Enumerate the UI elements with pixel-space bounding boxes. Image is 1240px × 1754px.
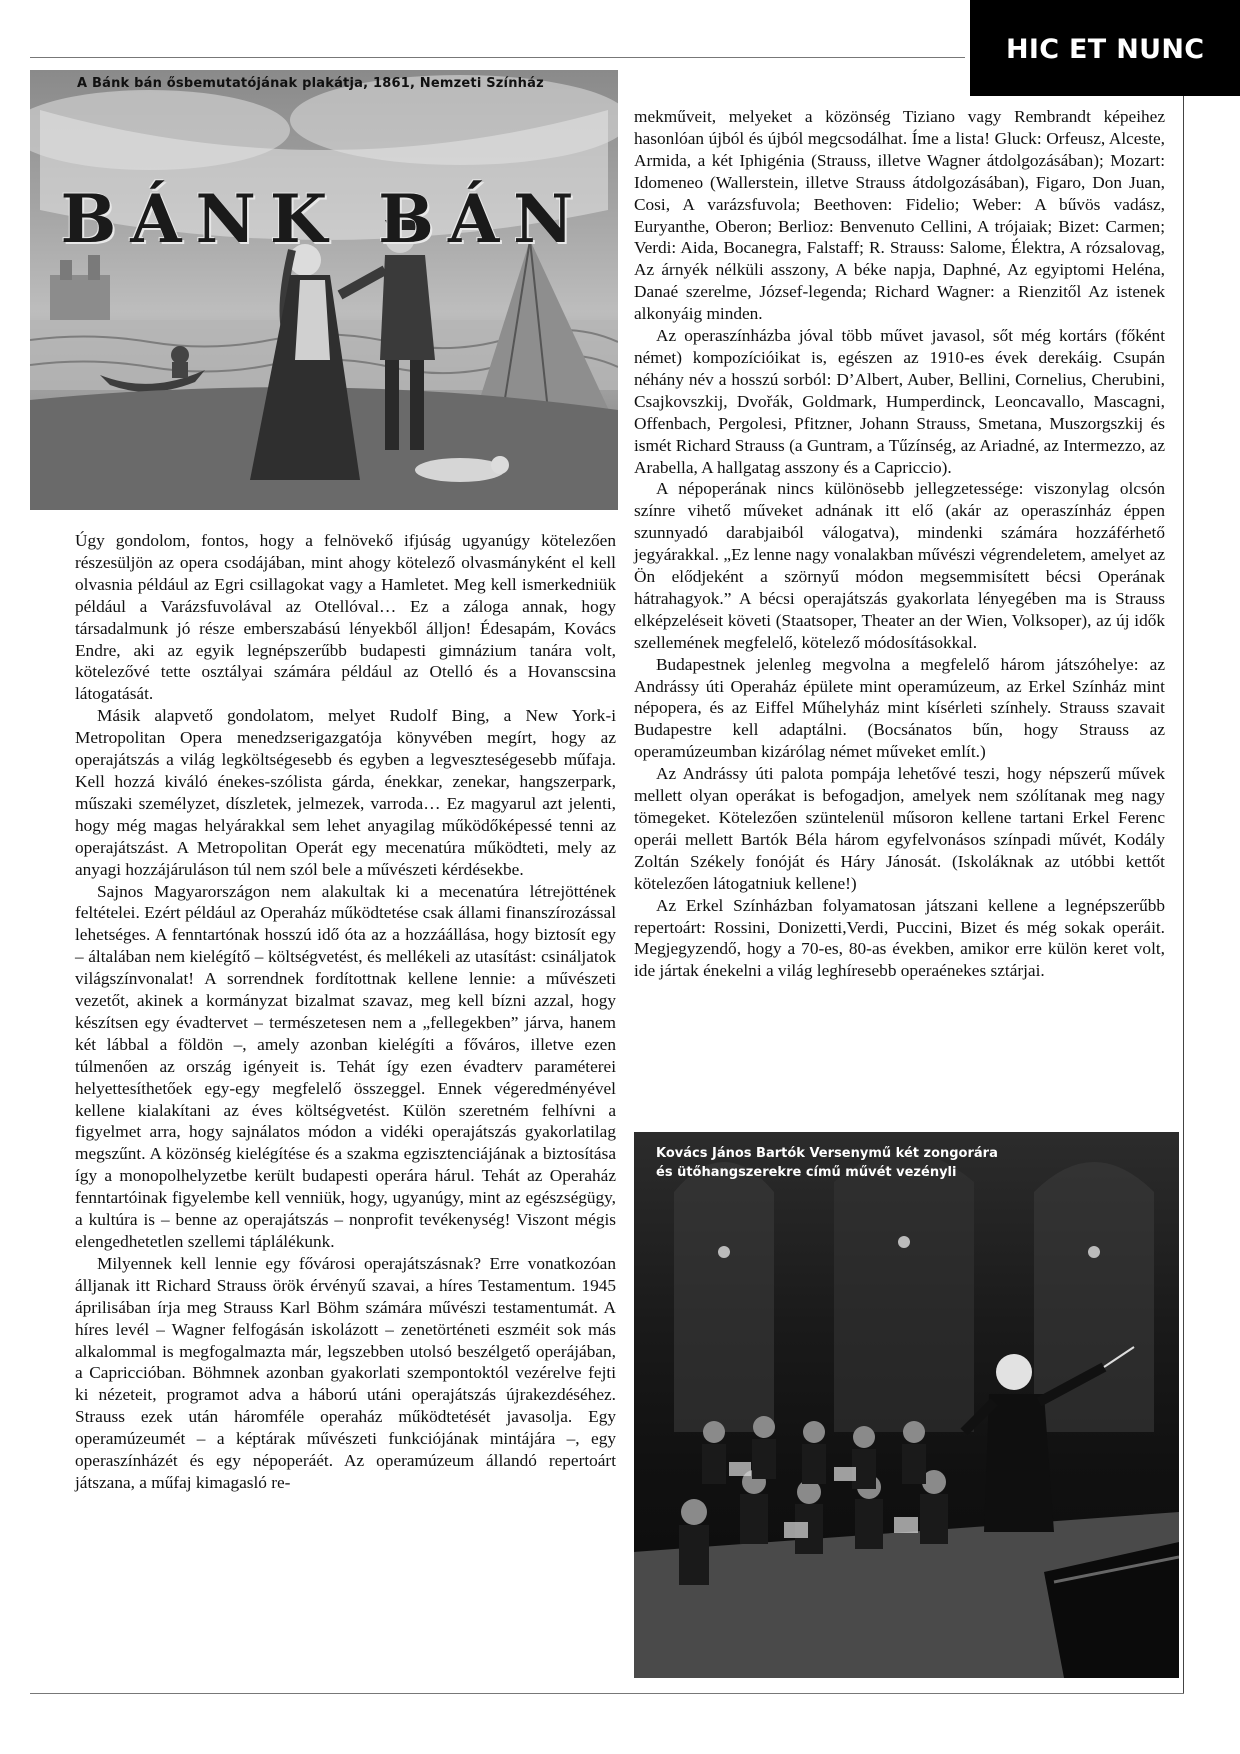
section-tag: HIC ET NUNC <box>970 0 1240 96</box>
paragraph: mekműveit, melyeket a közönség Tiziano vagy Rembrandt képeihez hasonlóan újból és újból megcsodálhat. Íme a lista! Gluck: Orfeusz, Alceste, Armida, a két Iphigénia (Strauss, illetve Wagner átdolgozásában); Mozart: Idomeneo (Wallerstein, illetve Strauss átdolgozásában), Figaro, Don Juan, Cosi, A varázsfuvola; Beethoven: Fidelio; Weber: A bűvös vadász, Euryanthe, Oberon; Berlioz: Benvenuto Cellini, A trójaiak; Bizet: Carmen; Verdi: Aida, Bocanegra, Falstaff; R. Strauss: Salome, Élektra, A rózsalovag, Az árnyék nélküli asszony, A béke napja, Daphné, Az egyiptomi Heléna, Danaé szerelme, József-legenda; Richard Wagner: a Rienzitől Az istenek alkonyáig minden. <box>634 107 1165 324</box>
photo-caption <box>656 1144 1156 1182</box>
paragraph: Úgy gondolom, fontos, hogy a felnövekő ifjúság ugyanúgy kötelezően részesüljön az opera csodájában, mint ahogy kötelező olvasmányként el kell olvasnia például az Egri csillagokat vagy a Hamletet. Meg kell ismerkedniük például a Varázsfuvolával az Otellóval… Ez a záloga annak, hogy társadalmunk jó része emberszabású lényekből álljon! Édesapám, Kovács Endre, aki az egyik legnépszerűbb budapesti gimnázium tanára volt, kötelezővé tette osztályai számára például az Otelló és a Hovanscsina látogatását. <box>75 531 616 704</box>
header-rule <box>30 57 965 58</box>
poster-title: BÁNK BÁN <box>60 180 588 258</box>
poster-caption: A Bánk bán ősbemutatójának plakátja, 1861, Nemzeti Színház <box>77 76 544 91</box>
photo-caption-line: és ütőhangszerekre című művét vezényli <box>656 1165 957 1180</box>
poster-illustration <box>30 70 618 510</box>
paragraph: Milyennek kell lennie egy fővárosi operajátszásnak? Erre vonatkozóan álljanak itt Richard Strauss örök érvényű szavai, a híres Testamentum. 1945 áprilisában írja meg Strauss Karl Böhm számára művészi testamentumát. A híres levél – Wagner felfogásán iskolázott – zenetörténeti eszméit sok más alkalommal is megfogalmazta már, legszebben utolsó beszélgető operájában, a Capriccióban. Böhmnek azonban gyakorlati szempontoktól vezérelve fejti ki nézeteit, programot adva a háború utáni operajátszás újrakezdéséhez. Strauss ezek után háromféle operaház működtetését javasolja. Egy operamúzeumét – a képtárak művészeti funkciójának mintájára –, egy operaszínházét és egy népoperáét. Az operamúzeum állandó repertoárt játszana, a műfaj kimagasló re- <box>75 1253 616 1492</box>
paragraph: Sajnos Magyarországon nem alakultak ki a mecenatúra létrejöttének feltételei. Ezért például az Operaház működtetése csak állami finanszírozással lehetséges. A fenntartónak hosszú idő óta az a hozzáállása, hogy biztosít egy – általában nem kielégítő – költségvetést, és mellékeli az utasítást: csináljatok világszínvonalat! A sorrendnek fordítottnak kellene lennie: a művészeti vezetőt, akinek a kormányzat bizalmat szavaz, meg kell bízni azzal, hogy készítsen egy évadtervet – természetesen nem a „fellegekben” járva, hanem két lábbal a földön –, amely azonban kielégíti a főváros, illetve ezen túlmenően az ország igényeit is. Tehát így ezen évadterv paraméterei helyettesíthetőek egy-egy megfelelő összeggel. Ennek végeredményével kellene kialakítani az éves költségvetést. Külön szeretném felhívni a figyelmet arra, hogy sajnálatos módon a vidéki operajátszás gyakorlatilag megszűnt. A közönség kielégítése és a szakma egzisztenciájának a biztosítása így a monopolhelyzetbe került budapesti operára hárul. Tehát az Operaház fenntartóinak figyelembe kell venniük, hogy, ugyanúgy, mint az egészségügy, a kultúra is – benne az operajátszás – nonprofit tevékenység! Viszont mégis elengedhetetlen szellemi táplálékunk. <box>75 881 616 1251</box>
photo-caption-line: Kovács János Bartók Versenymű két zongorára <box>656 1146 998 1161</box>
left-column <box>75 530 616 1494</box>
paragraph: Az Erkel Színházban folyamatosan játszani kellene a legnépszerűbb repertoárt: Rossini, Donizetti,Verdi, Puccini, Bizet és még sokak operáit. Megjegyzendő, hogy a 70-es, 80-as években, amikor erre külön keret volt, ide jártak énekelni a világ leghíresebb operaénekes sztárjai. <box>634 895 1165 981</box>
orchestra-illustration <box>634 1132 1179 1678</box>
column-rule <box>1183 96 1184 1693</box>
paragraph: Másik alapvető gondolatom, melyet Rudolf Bing, a New York-i Metropolitan Opera menedzserigazgatója könyvében megírt, hogy az operajátszás a világ legköltségesebb és egyben a legveszteségesebb műfaja. Kell hozzá kiváló énekes-szólista gárda, énekkar, zenekar, hangszerpark, műszaki személyzet, díszletek, jelmezek, varroda… Ez magyarul azt jelenti, hogy még magas helyárakkal sem lehet anyagilag működőképessé tenni az operajátszást. A Metropolitan Operát egy mecenatúra működteti, mely az anyagi hozzájáruláson túl nem szól bele a művészeti kérdésekbe. <box>75 706 616 879</box>
right-column <box>634 106 1165 982</box>
poster-image <box>30 70 618 510</box>
paragraph: Budapestnek jelenleg megvolna a megfelelő három játszóhelye: az Andrássy úti Operaház épülete mint operamúzeum, az Erkel Színház mint népopera, és az Eiffel Műhelyház mint kísérleti színhely. Strauss szavait Budapestre kell adaptálni. (Bocsánatos bűn, hogy Strauss az operamúzeumban kizárólag német műveket említ.) <box>634 654 1165 762</box>
orchestra-photo <box>634 1132 1179 1678</box>
bottom-rule <box>30 1693 1184 1694</box>
paragraph: Az Andrássy úti palota pompája lehetővé teszi, hogy népszerű művek mellett olyan operákat is befogadjon, amelyek nem szólítanak meg nagy tömegeket. Kötelezően szüntelenül műsoron kellene tartani Erkel Ferenc operái mellett Bartók Béla három egyfelvonásos színpadi művét, Kodály Zoltán Székely fonóját és Háry Jánosát. (Iskoláknak az utóbbi kettőt kötelezően látogatniuk kellene!) <box>634 764 1165 893</box>
paragraph: Az operaszínházba jóval több művet javasol, sőt még kortárs (főként német) kompozícióikat is, egészen az 1910-es évek derekáig. Csupán néhány név a hosszú sorból: D’Albert, Auber, Bellini, Cornelius, Cherubini, Csajkovszkij, Dvořák, Goldmark, Humperdinck, Leoncavallo, Mascagni, Offenbach, Pergolesi, Pfitzner, Johann Strauss, Smetana, Muszorgszkij és ismét Richard Strauss (a Guntram, a Tűzínség, az Ariadné, az Intermezzo, az Arabella, A hallgatag asszony és a Capriccio). <box>634 326 1165 477</box>
paragraph: A népoperának nincs különösebb jellegzetessége: viszonylag olcsón színre vihető műveket adnának itt elő (akár az operaszínház éppen szunnyadó darabjaiból válogatva), mindenki számára hozzáférhető jegyárakkal. „Ez lenne nagy vonalakban művészi végrendeletem, amelyet az Ön elődjeként a szörnyű módon megsemmisített bécsi Operának hátrahagyok.” A bécsi operajátszás gyakorlata lényegében ma is Strauss elképzeléseit követi (Staatsoper, Theater an der Wien, Volksoper), az új idők szellemének megfelelő, kötelező módosításokkal. <box>634 479 1165 652</box>
